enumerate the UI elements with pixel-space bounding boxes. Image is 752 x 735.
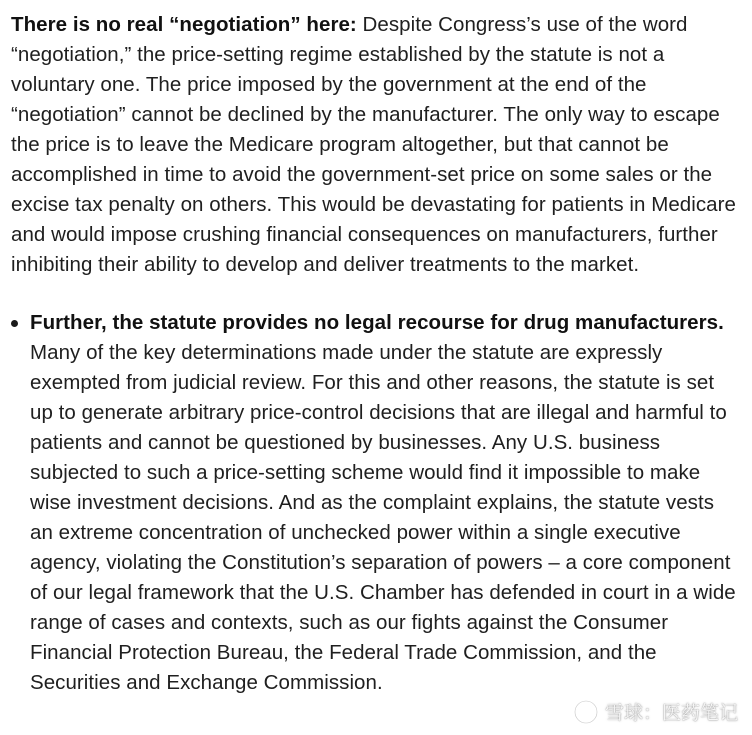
paragraph-lead-heading: There is no real “negotiation” here:	[11, 13, 357, 36]
bullet-text	[30, 311, 736, 694]
negotiation-paragraph	[11, 10, 741, 280]
watermark	[573, 698, 738, 725]
bullet-lead-heading: Further, the statute provides no legal recourse for drug manufacturers.	[30, 311, 724, 334]
list-item	[11, 308, 741, 698]
article-body	[11, 10, 741, 698]
bullet-body-text: Many of the key determinations made under the statute are expressly exempted from judicial review. For this and other reasons, the statute is set up to generate arbitrary price-control decisions that are illegal and harmful to patients and cannot be questioned by businesses. Any U.S. business subjected to such a price-setting scheme would find it impossible to make wise investment decisions. And as the complaint explains, the statute vests an extreme concentration of unchecked power within a single executive agency, violating the Constitution’s separation of powers – a core component of our legal framework that the U.S. Chamber has defended in court in a wide range of cases and contexts, such as our fights against the Consumer Financial Protection Bureau, the Federal Trade Commission, and the Securities and Exchange Commission.	[30, 341, 736, 694]
bullet-point-icon	[11, 320, 18, 327]
bullet-list	[11, 308, 741, 698]
paragraph-body-text: Despite Congress’s use of the word “negotiation,” the price-setting regime established by the statute is not a voluntary one. The price imposed by the government at the end of the “negotiation” cannot be declined by the manufacturer. The only way to escape the price is to leave the Medicare program altogether, but that cannot be accomplished in time to avoid the government-set price on some sales or the excise tax penalty on others. This would be devastating for patients in Medicare and would impose crushing financial consequences on manufacturers, further inhibiting their ability to develop and deliver treatments to the market.	[11, 13, 736, 276]
snowball-logo-icon	[573, 699, 599, 725]
watermark-text: 雪球：医药笔记	[604, 702, 738, 724]
